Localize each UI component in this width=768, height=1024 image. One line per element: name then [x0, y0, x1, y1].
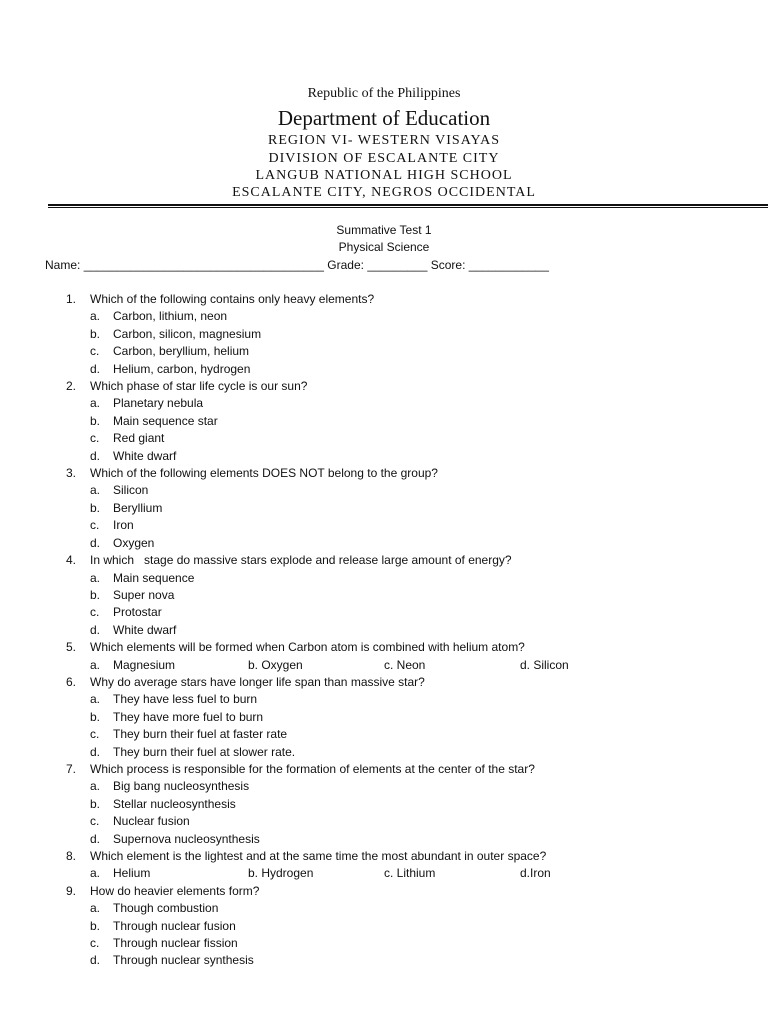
- option-text: Main sequence: [113, 570, 195, 585]
- option-text: Main sequence star: [113, 413, 218, 428]
- question-number: 4.: [66, 553, 77, 568]
- question-item: [66, 848, 756, 865]
- question-number: 1.: [66, 292, 77, 306]
- option-text: Iron: [113, 518, 134, 533]
- option-letter: a.: [90, 692, 101, 707]
- answer-option: [66, 900, 756, 917]
- answer-option: [66, 691, 756, 708]
- option-text: d.Iron: [520, 866, 551, 881]
- answer-option: [66, 395, 756, 412]
- option-text: Red giant: [113, 431, 165, 446]
- student-info-row: [45, 258, 549, 272]
- option-text: Through nuclear fission: [113, 936, 238, 950]
- option-letter: b.: [90, 918, 101, 933]
- option-text: Carbon, silicon, magnesium: [113, 326, 262, 341]
- option-text: Magnesium: [113, 657, 176, 672]
- answer-option: [66, 413, 756, 430]
- header-republic: Republic of the Philippines: [307, 86, 461, 101]
- option-text: c. Neon: [384, 657, 426, 672]
- question-item: [66, 552, 756, 569]
- option-letter: a.: [90, 570, 101, 585]
- question-text: How do heavier elements form?: [90, 883, 260, 898]
- option-letter: c.: [90, 605, 100, 620]
- option-text: b. Oxygen: [248, 657, 303, 672]
- option-letter: d.: [90, 831, 101, 846]
- question-text: Which of the following contains only heavy elements?: [90, 292, 375, 306]
- answer-option: [66, 952, 756, 969]
- name-blank: ____________________________________: [83, 258, 324, 272]
- answer-option: [66, 361, 756, 378]
- question-number: 9.: [66, 883, 77, 898]
- answer-option: [66, 587, 756, 604]
- option-letter: a.: [90, 779, 101, 794]
- option-letter: a.: [90, 657, 101, 672]
- answer-option: [90, 865, 150, 882]
- question-item: [66, 291, 756, 308]
- answer-option: [66, 500, 756, 517]
- option-text: They burn their fuel at slower rate.: [113, 744, 296, 759]
- option-letter: c.: [90, 518, 100, 533]
- name-label: Name:: [45, 258, 81, 272]
- option-letter: d.: [90, 622, 101, 637]
- header-divider: [48, 204, 768, 208]
- header-region: REGION VI- WESTERN VISAYAS: [267, 133, 500, 148]
- answer-option: [66, 935, 756, 952]
- option-text: Big bang nucleosynthesis: [113, 779, 250, 794]
- option-text: Helium, carbon, hydrogen: [113, 361, 251, 376]
- option-letter: b.: [90, 500, 101, 515]
- answer-option: [66, 448, 756, 465]
- answer-option: [384, 865, 435, 882]
- answer-option: [66, 622, 756, 639]
- answer-option: [66, 482, 756, 499]
- option-letter: b.: [90, 587, 101, 602]
- score-label: Score:: [430, 258, 466, 272]
- question-number: 6.: [66, 674, 77, 689]
- option-letter: b.: [90, 796, 101, 811]
- option-letter: a.: [90, 901, 101, 916]
- option-text: White dwarf: [113, 448, 177, 463]
- option-row: [66, 657, 756, 674]
- option-letter: d.: [90, 953, 101, 968]
- question-item: [66, 883, 756, 900]
- option-text: Planetary nebula: [113, 396, 204, 411]
- test-title: Summative Test 1: [336, 223, 432, 237]
- option-text: They have more fuel to burn: [113, 709, 264, 724]
- question-item: [66, 761, 756, 778]
- option-text: Helium: [113, 866, 151, 881]
- question-number: 3.: [66, 466, 77, 481]
- option-text: Protostar: [113, 605, 162, 620]
- option-letter: d.: [90, 361, 101, 376]
- option-text: Silicon: [113, 483, 149, 498]
- answer-option: [520, 657, 569, 674]
- test-subject: Physical Science: [338, 240, 430, 254]
- option-text: d. Silicon: [520, 657, 569, 672]
- answer-option: [66, 308, 756, 325]
- grade-label: Grade:: [327, 258, 364, 272]
- question-number: 8.: [66, 848, 77, 863]
- option-text: b. Hydrogen: [248, 866, 314, 881]
- option-text: They have less fuel to burn: [113, 692, 258, 707]
- option-letter: b.: [90, 326, 101, 341]
- option-letter: a.: [90, 396, 101, 411]
- answer-option: [66, 831, 756, 848]
- option-text: Supernova nucleosynthesis: [113, 831, 260, 846]
- answer-option: [248, 865, 313, 882]
- option-letter: a.: [90, 866, 101, 881]
- answer-option: [66, 709, 756, 726]
- answer-option: [66, 918, 756, 935]
- answer-option: [66, 726, 756, 743]
- answer-option: [520, 865, 551, 882]
- grade-blank: _________: [367, 258, 428, 272]
- answer-option: [90, 657, 175, 674]
- question-number: 5.: [66, 640, 77, 655]
- option-letter: b.: [90, 709, 101, 724]
- header-school: LANGUB NATIONAL HIGH SCHOOL: [255, 168, 513, 183]
- option-letter: c.: [90, 344, 100, 359]
- option-text: Carbon, beryllium, helium: [113, 344, 250, 359]
- option-letter: b.: [90, 413, 101, 428]
- option-letter: a.: [90, 309, 101, 324]
- question-text: Which phase of star life cycle is our sun?: [90, 379, 308, 394]
- answer-option: [66, 744, 756, 761]
- question-list: [66, 291, 756, 970]
- option-text: Super nova: [113, 587, 175, 602]
- option-text: Though combustion: [113, 901, 219, 916]
- header-division: DIVISION OF ESCALANTE CITY: [268, 151, 500, 166]
- answer-option: [248, 657, 303, 674]
- option-text: They burn their fuel at faster rate: [113, 727, 288, 742]
- question-text: Why do average stars have longer life span than massive star?: [90, 674, 425, 689]
- option-letter: c.: [90, 727, 100, 742]
- option-letter: d.: [90, 448, 101, 463]
- option-letter: c.: [90, 936, 100, 950]
- question-text: In which stage do massive stars explode and release large amount of energy?: [90, 553, 512, 568]
- answer-option: [66, 570, 756, 587]
- option-letter: d.: [90, 744, 101, 759]
- question-text: Which process is responsible for the formation of elements at the center of the star?: [90, 761, 535, 776]
- question-text: Which elements will be formed when Carbon atom is combined with helium atom?: [90, 640, 525, 655]
- option-text: White dwarf: [113, 622, 177, 637]
- question-number: 7.: [66, 761, 77, 776]
- question-item: [66, 465, 756, 482]
- answer-option: [66, 430, 756, 447]
- option-text: Beryllium: [113, 500, 163, 515]
- question-item: [66, 674, 756, 691]
- answer-option: [66, 326, 756, 343]
- answer-option: [66, 778, 756, 795]
- answer-option: [66, 604, 756, 621]
- question-text: Which of the following elements DOES NOT belong to the group?: [90, 466, 438, 481]
- option-text: Carbon, lithium, neon: [113, 309, 228, 324]
- option-text: Oxygen: [113, 535, 155, 550]
- question-text: Which element is the lightest and at the same time the most abundant in outer space?: [90, 848, 547, 863]
- option-text: Nuclear fusion: [113, 814, 190, 829]
- answer-option: [66, 343, 756, 360]
- question-number: 2.: [66, 379, 77, 394]
- header-city: ESCALANTE CITY, NEGROS OCCIDENTAL: [232, 185, 536, 200]
- header-department: Department of Education: [277, 106, 491, 130]
- option-text: Through nuclear fusion: [113, 918, 236, 933]
- option-row: [66, 865, 756, 882]
- score-blank: ____________: [468, 258, 549, 272]
- option-letter: a.: [90, 483, 101, 498]
- answer-option: [66, 796, 756, 813]
- answer-option: [66, 517, 756, 534]
- question-item: [66, 378, 756, 395]
- answer-option: [66, 813, 756, 830]
- question-item: [66, 639, 756, 656]
- option-text: Through nuclear synthesis: [113, 953, 254, 968]
- option-letter: c.: [90, 814, 100, 829]
- option-letter: d.: [90, 535, 101, 550]
- answer-option: [66, 535, 756, 552]
- option-letter: c.: [90, 431, 100, 446]
- option-text: Stellar nucleosynthesis: [113, 796, 236, 811]
- option-text: c. Lithium: [384, 866, 436, 881]
- answer-option: [384, 657, 425, 674]
